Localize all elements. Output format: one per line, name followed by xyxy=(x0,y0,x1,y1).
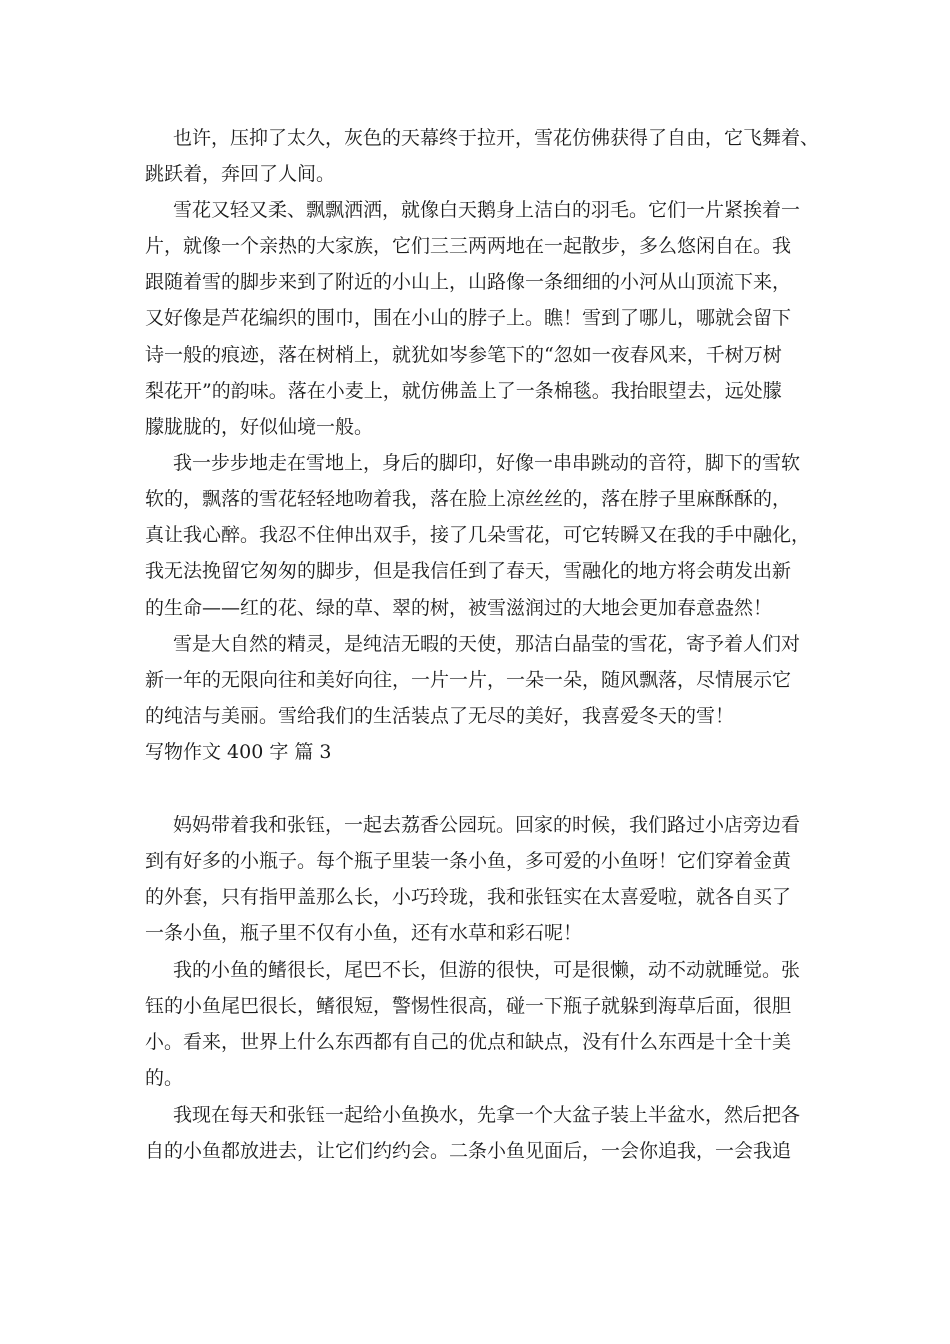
paragraph-line: 诗一般的痕迹，落在树梢上，就犹如岑参笔下的“忽如一夜春风来，千树万树 xyxy=(145,344,782,366)
paragraph-line: 的。 xyxy=(145,1067,184,1089)
paragraph-line: 真让我心醉。我忍不住伸出双手，接了几朵雪花，可它转瞬又在我的手中融化， xyxy=(145,524,811,546)
paragraph-line: 片，就像一个亲热的大家族，它们三三两两地在一起散步，多么悠闲自在。我 xyxy=(145,235,792,257)
paragraph-line: 妈妈带着我和张钰，一起去荔香公园玩。回家的时候，我们路过小店旁边看 xyxy=(173,814,801,836)
paragraph-line: 软的，飘落的雪花轻轻地吻着我，落在脸上凉丝丝的，落在脖子里麻酥酥的， xyxy=(145,488,792,510)
paragraph-line: 跳跃着，奔回了人间。 xyxy=(145,163,336,185)
section-heading: 写物作文 400 字 篇 3 xyxy=(145,741,332,763)
paragraph-line: 一条小鱼，瓶子里不仅有小鱼，还有水草和彩石呢！ xyxy=(145,922,583,944)
paragraph-line: 梨花开”的韵味。落在小麦上，就仿佛盖上了一条棉毯。我抬眼望去，远处朦 xyxy=(145,380,782,402)
paragraph-line: 也许，压抑了太久，灰色的天幕终于拉开，雪花仿佛获得了自由，它飞舞着、 xyxy=(173,127,820,149)
paragraph-line: 自的小鱼都放进去，让它们约约会。二条小鱼见面后，一会你追我，一会我追 xyxy=(145,1140,792,1162)
paragraph-line: 跟随着雪的脚步来到了附近的小山上，山路像一条细细的小河从山顶流下来， xyxy=(145,271,792,293)
paragraph-line: 小。看来，世界上什么东西都有自己的优点和缺点，没有什么东西是十全十美 xyxy=(145,1031,792,1053)
paragraph-line: 钰的小鱼尾巴很长，鳍很短，警惕性很高，碰一下瓶子就躲到海草后面，很胆 xyxy=(145,995,792,1017)
paragraph-line: 我无法挽留它匆匆的脚步，但是我信任到了春天，雪融化的地方将会萌发出新 xyxy=(145,560,792,582)
paragraph-line: 我的小鱼的鳍很长，尾巴不长，但游的很快，可是很懒，动不动就睡觉。张 xyxy=(173,959,801,981)
paragraph-line: 的外套，只有指甲盖那么长，小巧玲珑，我和张钰实在太喜爱啦，就各自买了 xyxy=(145,886,792,908)
paragraph-line: 朦胧胧的，好似仙境一般。 xyxy=(145,416,374,438)
paragraph-line: 新一年的无限向往和美好向往，一片一片，一朵一朵，随风飘落，尽情展示它 xyxy=(145,669,792,691)
paragraph-line: 雪是大自然的精灵，是纯洁无暇的天使，那洁白晶莹的雪花，寄予着人们对 xyxy=(173,633,801,655)
paragraph-line: 的生命——红的花、绿的草、翠的树，被雪滋润过的大地会更加春意盎然！ xyxy=(145,597,773,619)
paragraph-line: 我现在每天和张钰一起给小鱼换水，先拿一个大盆子装上半盆水，然后把各 xyxy=(173,1104,801,1126)
paragraph-line: 我一步步地走在雪地上，身后的脚印，好像一串串跳动的音符，脚下的雪软 xyxy=(173,452,801,474)
paragraph-line: 的纯洁与美丽。雪给我们的生活装点了无尽的美好，我喜爱冬天的雪！ xyxy=(145,705,735,727)
paragraph-line: 又好像是芦花编织的围巾，围在小山的脖子上。瞧！雪到了哪儿，哪就会留下 xyxy=(145,307,792,329)
paragraph-line: 雪花又轻又柔、飘飘洒洒，就像白天鹅身上洁白的羽毛。它们一片紧挨着一 xyxy=(173,199,801,221)
paragraph-line: 到有好多的小瓶子。每个瓶子里装一条小鱼，多可爱的小鱼呀！它们穿着金黄 xyxy=(145,850,792,872)
